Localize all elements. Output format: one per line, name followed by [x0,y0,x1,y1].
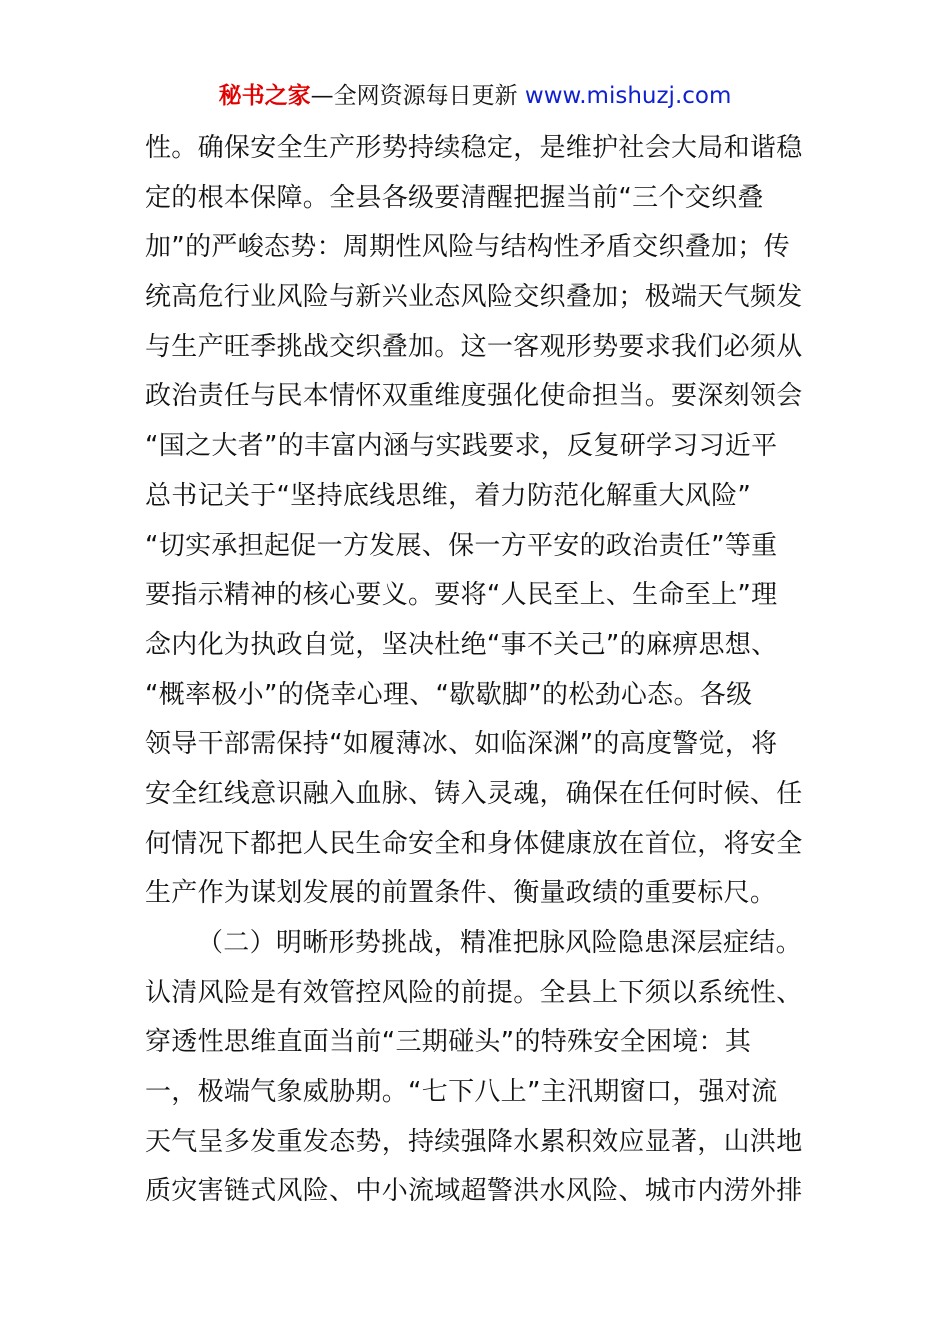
text-line: 何情况下都把人民生命安全和身体健康放在首位，将安全 [145,828,803,859]
text-line: 定的根本保障。全县各级要清醒把握当前“三个交织叠 [145,182,764,213]
text-line: 加”的严峻态势：周期性风险与结构性矛盾交织叠加；传 [145,232,790,263]
page-header [0,80,950,112]
text-line: 认清风险是有效管控风险的前提。全县上下须以系统性、 [145,977,803,1008]
section-heading: （二）明晰形势挑战，精准把脉风险隐患深层症结。 [197,928,802,958]
text-line: 领导干部需保持“如履薄冰、如临深渊”的高度警觉，将 [145,729,778,760]
text-line: “国之大者”的丰富内涵与实践要求，反复研学习习近平 [145,431,778,462]
text-line: 安全红线意识融入血脉、铸入灵魂，确保在任何时候、任 [145,778,803,809]
text-line: 天气呈多发重发态势，持续强降水累积效应显著，山洪地 [145,1126,803,1157]
text-line: “概率极小”的侥幸心理、“歇歇脚”的松劲心态。各级 [145,679,753,710]
text-line: 要指示精神的核心要义。要将“人民至上、生命至上”理 [145,580,778,611]
site-url-link[interactable]: www.mishuzj.com [524,83,732,109]
text-line: 念内化为执政自觉，坚决杜绝“事不关己”的麻痹思想、 [145,629,778,660]
document-body [145,124,815,1217]
text-line: 统高危行业风险与新兴业态风险交织叠加；极端天气频发 [145,282,803,313]
text-line: 质灾害链式风险、中小流域超警洪水风险、城市内涝外排 [145,1176,803,1207]
header-tagline: —全网资源每日更新 [310,83,518,109]
text-line: “切实承担起促一方发展、保一方平安的政治责任”等重 [145,530,778,561]
text-line: 总书记关于“坚持底线思维，着力防范化解重大风险” [145,480,752,511]
text-line: 政治责任与民本情怀双重维度强化使命担当。要深刻领会 [145,381,803,412]
text-line: 一，极端气象威胁期。“七下八上”主汛期窗口，强对流 [145,1077,778,1108]
text-line: 与生产旺季挑战交织叠加。这一客观形势要求我们必须从 [145,331,803,362]
brand-name: 秘书之家 [218,83,311,109]
text-line: 穿透性思维直面当前“三期碰头”的特殊安全困境：其 [145,1027,752,1058]
text-line: 性。确保安全生产形势持续稳定，是维护社会大局和谐稳 [145,133,803,163]
text-line: 生产作为谋划发展的前置条件、衡量政绩的重要标尺。 [145,878,777,909]
